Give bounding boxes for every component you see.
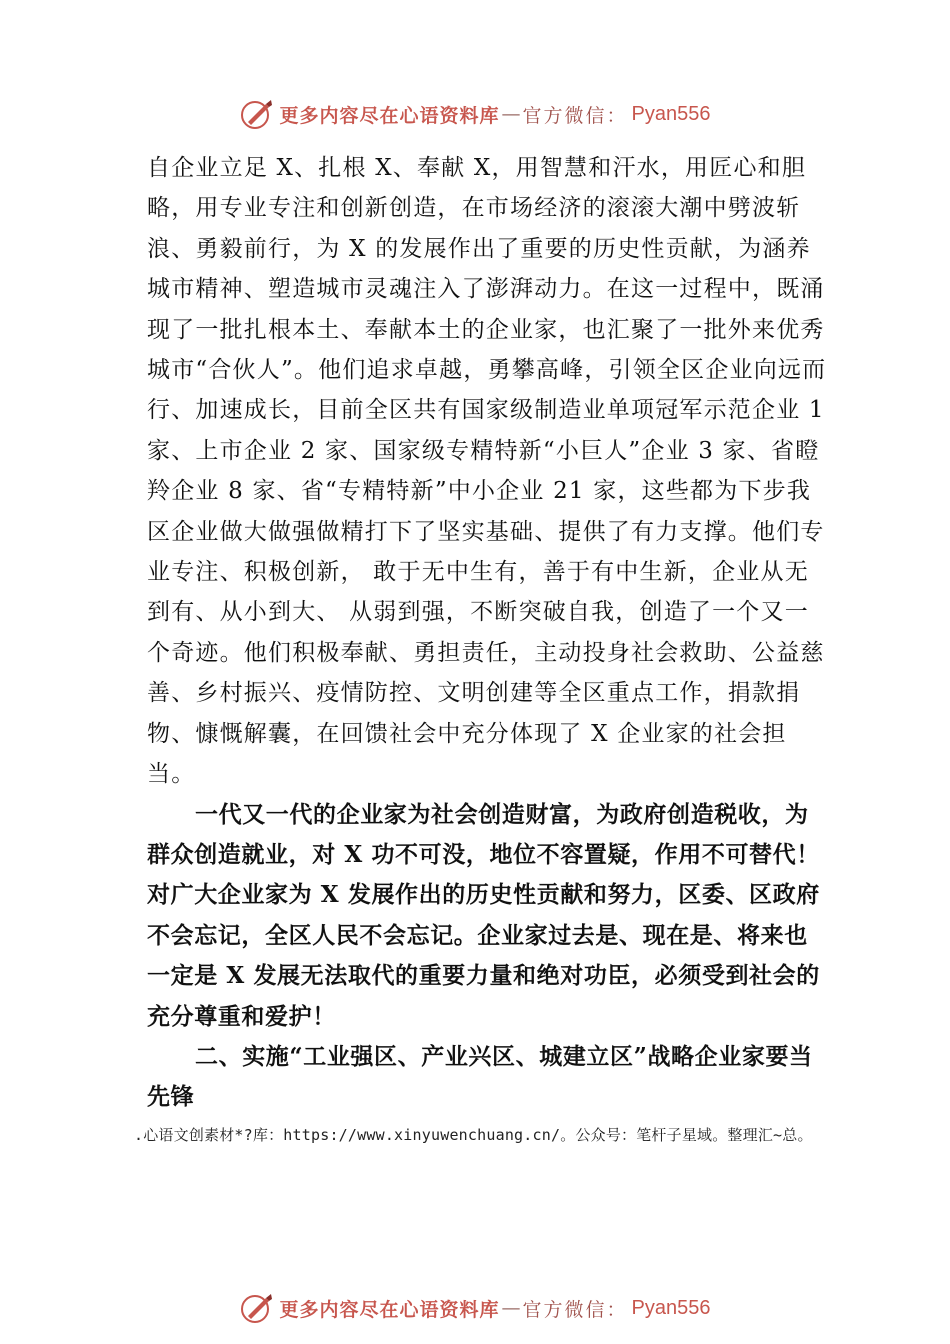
- banner-title: 更多内容尽在心语资料库: [279, 104, 500, 127]
- banner-title: 更多内容尽在心语资料库: [279, 1298, 500, 1321]
- banner-dash: —: [501, 103, 521, 125]
- footer-source-note: .心语文创素材*?库：https://www.xinyuwenchuang.cn/。公众号：笔杆子星域。整理汇~总。: [134, 1126, 813, 1144]
- banner-dash: —: [501, 1297, 521, 1319]
- footer-banner: [0, 1284, 950, 1332]
- banner-subtitle: 官方微信：: [522, 104, 628, 127]
- section-heading-2: 二、实施“工业强区、产业兴区、城建立区”战略企业家要当先锋: [147, 1042, 813, 1110]
- banner-wechat-id: Pyan556: [631, 102, 711, 125]
- pen-quill-logo-icon: [240, 1291, 274, 1325]
- banner-wechat-id: Pyan556: [631, 1296, 711, 1319]
- banner-subtitle: 官方微信：: [522, 1298, 628, 1321]
- document-body: [147, 148, 827, 1117]
- body-paragraph-2: 一代又一代的企业家为社会创造财富，为政府创造税收，为群众创造就业，对 X 功不可没，地位不容置疑，作用不可替代！对广大企业家为 X 发展作出的历史性贡献和努力，区委、区政府不会忘记，全区人民不会忘记。企业家过去是、现在是、将来也一定是 X 发展无法取代的重要力量和绝对功臣，必须受到社会的充分尊重和爱护！: [147, 800, 820, 1030]
- pen-quill-logo-icon: [240, 97, 274, 131]
- body-paragraph-1: 自企业立足 X、扎根 X、奉献 X，用智慧和汗水，用匠心和胆略，用专业专注和创新创造，在市场经济的滚滚大潮中劈波斩浪、勇毅前行，为 X 的发展作出了重要的历史性贡献，为涵养城市精神、塑造城市灵魂注入了澎湃动力。在这一过程中，既涌现了一批扎根本土、奉献本土的企业家，也汇聚了一批外来优秀城市“合伙人”。他们追求卓越，勇攀高峰，引领全区企业向远而行、加速成长，目前全区共有国家级制造业单项冠军示范企业 1 家、上市企业 2 家、国家级专精特新“小巨人”企业 3 家、省瞪羚企业 8 家、省“专精特新”中小企业 21 家，这些都为下步我区企业做大做强做精打下了坚实基础、提供了有力支撑。他们专业专注、积极创新， 敢于无中生有，善于有中生新，企业从无到有、从小到大、 从弱到强，不断突破自我，创造了一个又一个奇迹。他们积极奉献、勇担责任，主动投身社会救助、公益慈善、乡村振兴、疫情防控、文明创建等全区重点工作，捐款捐物、慷慨解囊，在回馈社会中充分体现了 X 企业家的社会担当。: [147, 155, 827, 788]
- header-banner: [0, 90, 950, 138]
